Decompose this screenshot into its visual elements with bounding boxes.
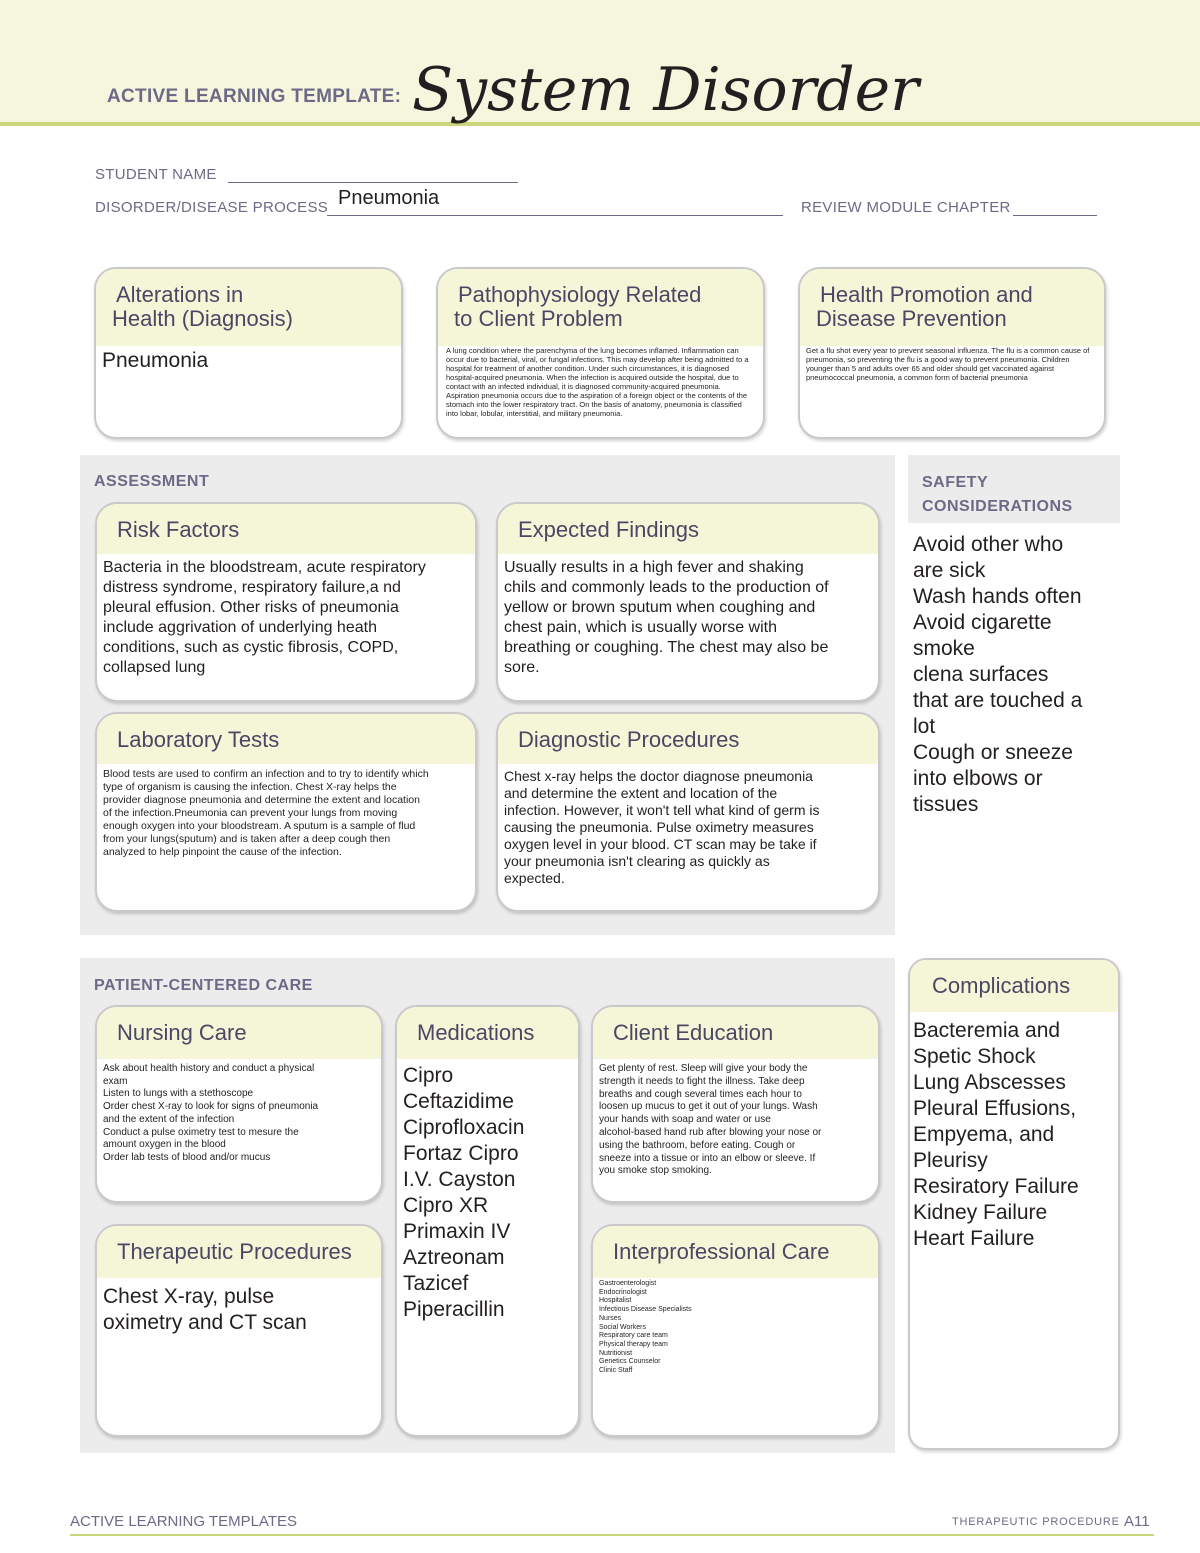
risk-factors-box (95, 502, 477, 702)
text-line: oxygen level in your blood. CT scan may be take if (504, 836, 817, 852)
text-line: Order chest X-ray to look for signs of pneumonia (103, 1101, 319, 1113)
text-line: yellow or brown sputum when coughing and (504, 599, 816, 616)
text-line: using the bathroom, before eating. Cough or (599, 1139, 796, 1151)
text-line: conditions, such as cystic fibrosis, COPD, (103, 639, 399, 656)
text-line: smoke (913, 637, 975, 660)
text-line: Social Workers (599, 1323, 646, 1331)
text-line: and the extent of the infection (103, 1113, 235, 1125)
text-line: breaths and cough several times each hour to (599, 1088, 802, 1100)
text-line: are sick (913, 559, 986, 582)
text-line: chils and commonly leads to the production of (504, 579, 829, 596)
text-line: Lung Abscesses (913, 1071, 1066, 1094)
text-line: I.V. Cayston (403, 1168, 516, 1191)
text-line: chest pain, which is usually worse with (504, 619, 778, 636)
text-line: Avoid cigarette (913, 611, 1052, 634)
text-line: Wash hands often (913, 585, 1082, 608)
text-line: infection. However, it won't tell what kind of germ is (504, 802, 820, 818)
text-line: Chest X-ray, pulse (103, 1285, 275, 1308)
expected-findings-text (498, 554, 878, 682)
text-line: Aztreonam (403, 1246, 505, 1269)
text-line: strength it needs to fight the illness. Take deep (599, 1075, 805, 1087)
alterations-title: Alterations in Health (Diagnosis) (96, 269, 401, 346)
text-line: Conduct a pulse oximetry test to mesure the (103, 1126, 299, 1138)
text-line: Hospitalist (599, 1297, 632, 1305)
text-line: from your lungs(sputum) and is taken after a deep cough then (103, 833, 391, 845)
student-name-label: STUDENT NAME (95, 166, 217, 183)
text-line: Usually results in a high fever and shaking (504, 559, 804, 576)
template-label: ACTIVE LEARNING TEMPLATE: (107, 86, 402, 107)
text-line: distress syndrome, respiratory failure,a nd (103, 579, 401, 596)
text-line: into elbows or (913, 767, 1043, 790)
client-education-box (591, 1005, 880, 1203)
text-line: enough oxygen into your bloodstream. A sputum is a sample of flud (103, 820, 416, 832)
pathophysiology-text: A lung condition where the parenchyma of the lung becomes inflamed. Inflammation can occur due to bacterial, viral, or fungal infections. This may develop after being admitted to a hospital for treatment of another condition. Under such circumstances, it is diagnosed hospital-acquired pneumonia. When the infection is acquired outside the hospital, due to contact with an infected individual, it is diagnosed community-acquired pneumonia. Aspiration pneumonia occurs due to the aspiration of a foreign object or the contents of the stomach into the lower respiratory tract. On the basis of anatomy, pneumonia is classified into lobar, lobular, interstitial, and military pneumonia. (446, 346, 749, 418)
text-line: Piperacillin (403, 1298, 505, 1321)
text-line: Ceftazidime (403, 1090, 514, 1113)
review-module-label: REVIEW MODULE CHAPTER (801, 199, 1011, 216)
risk-factors-text (97, 554, 475, 682)
text-line: Chest x-ray helps the doctor diagnose pneumonia (504, 768, 813, 784)
safety-title: SAFETY CONSIDERATIONS (908, 455, 1120, 523)
therapeutic-procedures-title: Therapeutic Procedures (97, 1226, 381, 1278)
text-line: Kidney Failure (913, 1201, 1048, 1224)
text-line: Ask about health history and conduct a physical (103, 1063, 315, 1074)
student-name-field[interactable] (228, 166, 518, 183)
text-line: you smoke stop smoking. (599, 1165, 712, 1177)
text-line: Listen to lungs with a stethoscope (103, 1088, 254, 1100)
text-line: alcohol-based hand rub after blowing your nose or (599, 1126, 822, 1138)
text-line: Blood tests are used to confirm an infection and to try to identify which (103, 768, 429, 780)
expected-findings-title: Expected Findings (498, 504, 878, 554)
complications-box (908, 958, 1120, 1450)
text-line: Bacteria in the bloodstream, acute respiratory (103, 559, 426, 576)
page-title: System Disorder (412, 55, 919, 125)
text-line: analyzed to help pinpoint the cause of the infection. (103, 846, 342, 858)
text-line: lot (913, 715, 936, 738)
text-line: expected. (504, 870, 565, 886)
text-line: Resiratory Failure (913, 1175, 1079, 1198)
disorder-value: Pneumonia (338, 187, 440, 209)
laboratory-tests-box (95, 712, 477, 912)
client-education-text (593, 1059, 878, 1182)
nursing-care-box (95, 1005, 383, 1203)
text-line: Spetic Shock (913, 1045, 1036, 1068)
text-line: causing the pneumonia. Pulse oximetry measures (504, 819, 814, 835)
alterations-box (94, 267, 403, 439)
assessment-heading: ASSESSMENT (94, 473, 210, 490)
diagnostic-procedures-title: Diagnostic Procedures (498, 714, 878, 764)
text-line: Get plenty of rest. Sleep will give your body the (599, 1063, 808, 1074)
text-line: amount oxygen in the blood (103, 1139, 226, 1151)
text-line: Cough or sneeze (913, 741, 1073, 764)
text-line: Genetics Counselor (599, 1358, 661, 1366)
alterations-text: Pneumonia (102, 349, 209, 372)
footer-right: THERAPEUTIC PROCEDURE (952, 1516, 1120, 1528)
text-line: Empyema, and (913, 1123, 1055, 1146)
text-line: tissues (913, 793, 979, 816)
risk-factors-title: Risk Factors (97, 504, 475, 554)
text-line: Cipro (403, 1064, 454, 1087)
text-line: your hands with soap and water or use (599, 1114, 771, 1126)
review-module-field[interactable] (1013, 199, 1097, 216)
text-line: Respiratory care team (599, 1332, 668, 1340)
text-line: Gastroenterologist (599, 1280, 657, 1287)
footer-rule (70, 1534, 1154, 1536)
therapeutic-procedures-text (97, 1278, 381, 1340)
health-promotion-box (798, 267, 1106, 439)
text-line: Infectious Disease Specialists (599, 1306, 692, 1314)
text-line: Nurses (599, 1314, 622, 1322)
text-line: oximetry and CT scan (103, 1311, 307, 1334)
text-line: Ciprofloxacin (403, 1116, 525, 1139)
text-line: Fortaz Cipro (403, 1142, 519, 1165)
text-line: breathing or coughing. The chest may also be (504, 639, 829, 656)
footer-left: ACTIVE LEARNING TEMPLATES (70, 1513, 297, 1530)
page-number: A11 (1124, 1513, 1150, 1530)
text-line: Pleurisy (913, 1149, 988, 1172)
therapeutic-procedures-box (95, 1224, 383, 1437)
laboratory-tests-title: Laboratory Tests (97, 714, 475, 764)
text-line: sore. (504, 659, 540, 676)
text-line: Clinic Staff (599, 1367, 633, 1375)
pathophysiology-box (436, 267, 765, 439)
text-line: collapsed lung (103, 659, 206, 676)
text-line: loosen up mucus to get it out of your lungs. Wash (599, 1101, 818, 1113)
text-line: your pneumonia isn't clearing as quickly as (504, 853, 770, 869)
text-line: Heart Failure (913, 1227, 1035, 1250)
diagnostic-procedures-box (496, 712, 880, 912)
disorder-label: DISORDER/DISEASE PROCESS (95, 199, 329, 216)
diagnostic-procedures-text (498, 764, 878, 891)
laboratory-tests-text (97, 764, 475, 863)
text-line: sneeze into a tissue or into an elbow or sleeve. If (599, 1152, 816, 1164)
expected-findings-box (496, 502, 880, 702)
text-line: Avoid other who (913, 533, 1064, 556)
complications-text (910, 1012, 1118, 1252)
text-line: clena surfaces (913, 663, 1049, 686)
text-line: provider diagnose pneumonia and determine the extent and location (103, 794, 420, 806)
medications-text (397, 1059, 578, 1327)
text-line: of the infection.Pneumonia can prevent your lungs from moving (103, 807, 398, 819)
text-line: Pleural Effusions, (913, 1097, 1077, 1120)
medications-title: Medications (397, 1007, 578, 1059)
interprofessional-care-box (591, 1224, 880, 1437)
text-line: Primaxin IV (403, 1220, 511, 1243)
text-line: exam (103, 1075, 128, 1087)
text-line: Bacteremia and (913, 1019, 1061, 1042)
text-line: Physical therapy team (599, 1340, 668, 1348)
client-education-title: Client Education (593, 1007, 878, 1059)
complications-title: Complications (910, 960, 1118, 1012)
medications-box (395, 1005, 580, 1437)
text-line: and determine the extent and location of the (504, 785, 778, 801)
interprofessional-care-text (593, 1278, 878, 1380)
nursing-care-title: Nursing Care (97, 1007, 381, 1059)
text-line: Order lab tests of blood and/or mucus (103, 1151, 271, 1163)
text-line: include aggrivation of underlying heath (103, 619, 377, 636)
text-line: Endocrinologist (599, 1288, 647, 1296)
interprofessional-care-title: Interprofessional Care (593, 1226, 878, 1278)
health-promotion-text: Get a flu shot every year to prevent seasonal influenza. The flu is a common cause of pneumonia, so preventing the flu is a good way to prevent pneumonia. Children younger than 5 and adults over 65 and older should get vaccinated against pneumococcal pneumonia, a common form of bacterial pneumonia (806, 346, 1090, 382)
text-line: Cipro XR (403, 1194, 489, 1217)
safety-text (913, 532, 1082, 818)
text-line: pleural effusion. Other risks of pneumonia (103, 599, 399, 616)
health-promotion-title: Health Promotion and Disease Prevention (800, 269, 1104, 346)
text-line: Nutritionist (599, 1349, 633, 1357)
nursing-care-text (97, 1059, 381, 1169)
text-line: Tazicef (403, 1272, 469, 1295)
patient-centered-care-heading: PATIENT-CENTERED CARE (94, 977, 313, 994)
pathophysiology-title: Pathophysiology Related to Client Problem (438, 269, 763, 346)
text-line: that are touched a (913, 689, 1083, 712)
text-line: type of organism is causing the infection. Chest X-ray helps the (103, 781, 397, 793)
